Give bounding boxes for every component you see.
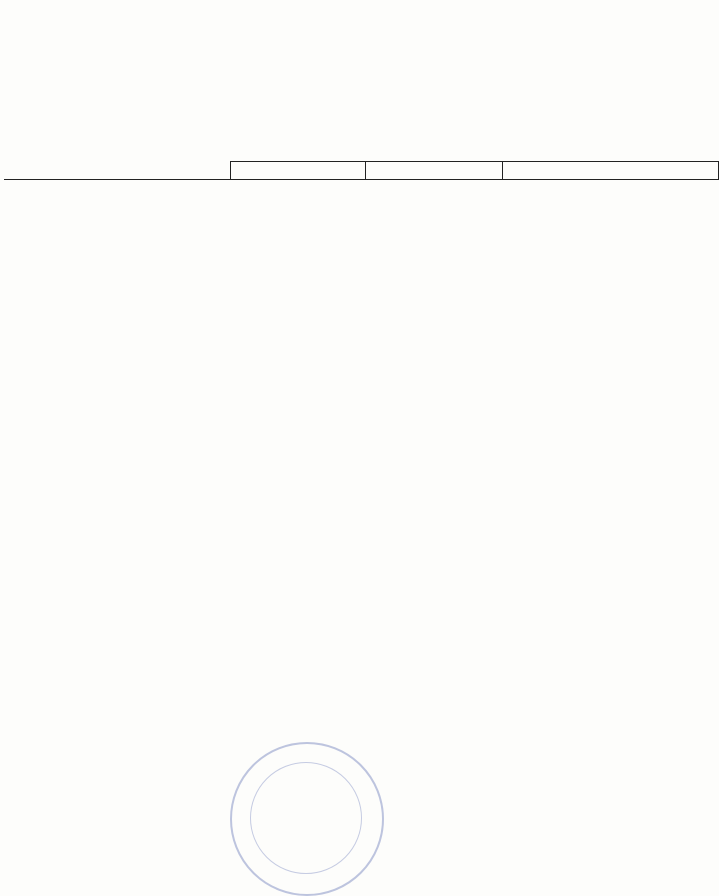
- col-native: [230, 162, 365, 180]
- col-norms: [502, 162, 718, 180]
- col-after: [365, 162, 502, 180]
- stamp-seal: [230, 742, 384, 896]
- column-header-row: [4, 162, 718, 180]
- results-table: [4, 161, 719, 180]
